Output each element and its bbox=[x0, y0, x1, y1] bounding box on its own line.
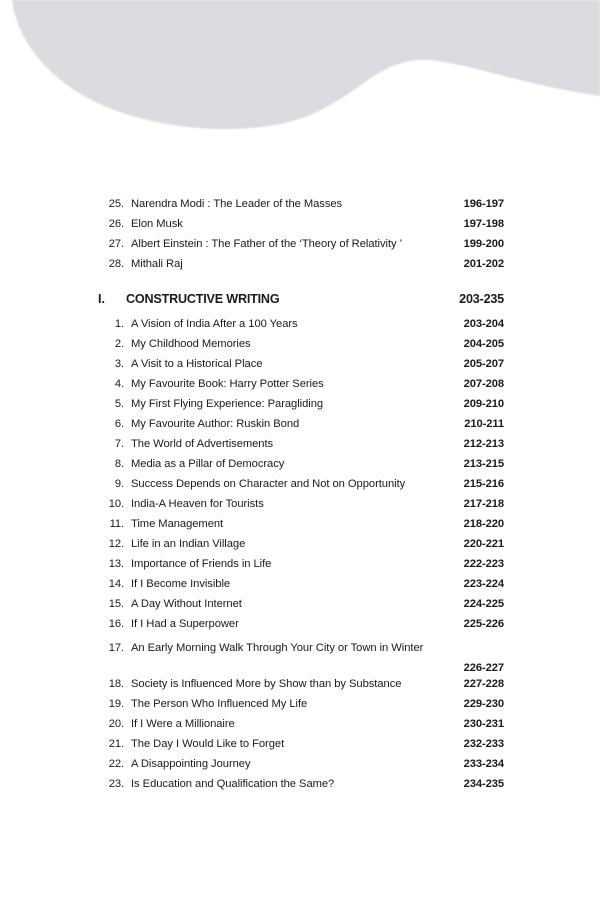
entry-number: 3. bbox=[114, 358, 124, 370]
entry-number: 1. bbox=[114, 318, 124, 330]
entry-title: An Early Morning Walk Through Your City or Town in Winter bbox=[131, 642, 424, 654]
toc-row[interactable] bbox=[98, 438, 504, 458]
toc-row[interactable] bbox=[98, 238, 504, 258]
entry-number: 7. bbox=[114, 438, 124, 450]
entry-pages: 220-221 bbox=[463, 538, 504, 550]
entry-pages: 234-235 bbox=[463, 778, 504, 790]
toc-row[interactable] bbox=[98, 538, 504, 558]
wave-shape bbox=[12, 0, 600, 129]
entry-title: The World of Advertisements bbox=[131, 438, 274, 450]
entry-pages: 207-208 bbox=[463, 378, 504, 390]
entry-title: Albert Einstein : The Father of the ‘Theory of Relativity ’ bbox=[131, 238, 403, 250]
entry-number: 16. bbox=[108, 618, 124, 630]
entry-number: 10. bbox=[108, 498, 124, 510]
toc-row[interactable] bbox=[98, 198, 504, 218]
entry-pages: 232-233 bbox=[463, 738, 504, 750]
entry-number: 20. bbox=[108, 718, 124, 730]
entry-title: A Day Without Internet bbox=[131, 598, 242, 610]
entry-number: 2. bbox=[114, 338, 124, 350]
toc-row[interactable] bbox=[98, 638, 504, 678]
entry-pages: 225-226 bbox=[463, 618, 504, 630]
entry-title: If I Had a Superpower bbox=[131, 618, 239, 630]
entry-pages: 212-213 bbox=[463, 438, 504, 450]
entry-title: A Vision of India After a 100 Years bbox=[131, 318, 298, 330]
entry-pages: 204-205 bbox=[463, 338, 504, 350]
section-entry-list bbox=[98, 318, 504, 798]
entry-number: 27. bbox=[108, 238, 124, 250]
entry-pages: 215-216 bbox=[463, 478, 504, 490]
entry-pages: 223-224 bbox=[463, 578, 504, 590]
entry-title: Mithali Raj bbox=[131, 258, 183, 270]
toc-row[interactable] bbox=[98, 358, 504, 378]
continued-entry-list bbox=[98, 198, 504, 278]
entry-pages: 209-210 bbox=[463, 398, 504, 410]
entry-pages: 210-211 bbox=[464, 418, 504, 430]
entry-number: 9. bbox=[114, 478, 124, 490]
entry-title: A Disappointing Journey bbox=[131, 758, 251, 770]
entry-number: 6. bbox=[114, 418, 124, 430]
entry-number: 25. bbox=[108, 198, 124, 210]
entry-number: 17. bbox=[108, 642, 124, 654]
entry-pages: 213-215 bbox=[463, 458, 504, 470]
toc-row[interactable] bbox=[98, 458, 504, 478]
toc-row[interactable] bbox=[98, 578, 504, 598]
entry-pages: 224-225 bbox=[463, 598, 504, 610]
toc-row[interactable] bbox=[98, 778, 504, 798]
entry-number: 19. bbox=[108, 698, 124, 710]
entry-title: Narendra Modi : The Leader of the Masses bbox=[131, 198, 343, 210]
entry-number: 21. bbox=[108, 738, 124, 750]
toc-row[interactable] bbox=[98, 478, 504, 498]
entry-pages: 203-204 bbox=[463, 318, 504, 330]
entry-number: 28. bbox=[108, 258, 124, 270]
entry-pages: 217-218 bbox=[463, 498, 504, 510]
entry-pages: 226-227 bbox=[463, 662, 504, 674]
toc-row[interactable] bbox=[98, 758, 504, 778]
entry-number: 15. bbox=[108, 598, 124, 610]
entry-number: 23. bbox=[108, 778, 124, 790]
entry-pages: 197-198 bbox=[463, 218, 504, 230]
entry-title: My Childhood Memories bbox=[131, 338, 251, 350]
entry-title: My Favourite Book: Harry Potter Series bbox=[131, 378, 324, 390]
entry-pages: 229-230 bbox=[463, 698, 504, 710]
toc-row[interactable] bbox=[98, 618, 504, 638]
entry-number: 22. bbox=[108, 758, 124, 770]
entry-pages: 222-223 bbox=[463, 558, 504, 570]
section-heading-constructive-writing[interactable] bbox=[98, 292, 504, 314]
entry-title: A Visit to a Historical Place bbox=[131, 358, 263, 370]
entry-title: Time Management bbox=[131, 518, 224, 530]
entry-title: My First Flying Experience: Paragliding bbox=[131, 398, 324, 410]
entry-title: India-A Heaven for Tourists bbox=[131, 498, 264, 510]
toc-row[interactable] bbox=[98, 398, 504, 418]
toc-row[interactable] bbox=[98, 678, 504, 698]
entry-title: Society is Influenced More by Show than by Substance bbox=[131, 678, 402, 690]
entry-pages: 218-220 bbox=[463, 518, 504, 530]
entry-number: 8. bbox=[114, 458, 124, 470]
toc-row[interactable] bbox=[98, 378, 504, 398]
entry-number: 4. bbox=[114, 378, 124, 390]
entry-number: 18. bbox=[108, 678, 124, 690]
entry-title: Elon Musk bbox=[131, 218, 183, 230]
entry-title: If I Become Invisible bbox=[131, 578, 231, 590]
entry-number: 14. bbox=[108, 578, 124, 590]
top-wave-decoration bbox=[0, 0, 600, 160]
section-pages: 203-235 bbox=[459, 292, 504, 306]
entry-title: Success Depends on Character and Not on Opportunity bbox=[131, 478, 406, 490]
entry-title: The Person Who Influenced My Life bbox=[131, 698, 308, 710]
section-numeral: I. bbox=[98, 292, 105, 306]
toc-row[interactable] bbox=[98, 598, 504, 618]
entry-title: Media as a Pillar of Democracy bbox=[131, 458, 285, 470]
toc-row[interactable] bbox=[98, 558, 504, 578]
toc-row[interactable] bbox=[98, 218, 504, 238]
entry-number: 13. bbox=[108, 558, 124, 570]
entry-number: 26. bbox=[108, 218, 124, 230]
entry-pages: 230-231 bbox=[463, 718, 504, 730]
entry-pages: 227-228 bbox=[463, 678, 504, 690]
table-of-contents bbox=[98, 198, 504, 798]
entry-pages: 233-234 bbox=[463, 758, 504, 770]
toc-row[interactable] bbox=[98, 258, 504, 278]
toc-row[interactable] bbox=[98, 338, 504, 358]
entry-title: Life in an Indian Village bbox=[131, 538, 246, 550]
entry-number: 5. bbox=[114, 398, 124, 410]
toc-row[interactable] bbox=[98, 418, 504, 438]
section-title: CONSTRUCTIVE WRITING bbox=[126, 292, 280, 306]
entry-pages: 196-197 bbox=[463, 198, 504, 210]
entry-number: 12. bbox=[108, 538, 124, 550]
entry-number: 11. bbox=[109, 518, 124, 530]
entry-title: Importance of Friends in Life bbox=[131, 558, 272, 570]
entry-pages: 199-200 bbox=[463, 238, 504, 250]
toc-row[interactable] bbox=[98, 518, 504, 538]
toc-row[interactable] bbox=[98, 698, 504, 718]
toc-row[interactable] bbox=[98, 718, 504, 738]
toc-row[interactable] bbox=[98, 498, 504, 518]
entry-title: Is Education and Qualification the Same? bbox=[131, 778, 335, 790]
entry-title: The Day I Would Like to Forget bbox=[131, 738, 285, 750]
entry-title: My Favourite Author: Ruskin Bond bbox=[131, 418, 300, 430]
toc-row[interactable] bbox=[98, 318, 504, 338]
entry-pages: 205-207 bbox=[463, 358, 504, 370]
entry-title: If I Were a Millionaire bbox=[131, 718, 235, 730]
toc-row[interactable] bbox=[98, 738, 504, 758]
entry-pages: 201-202 bbox=[463, 258, 504, 270]
